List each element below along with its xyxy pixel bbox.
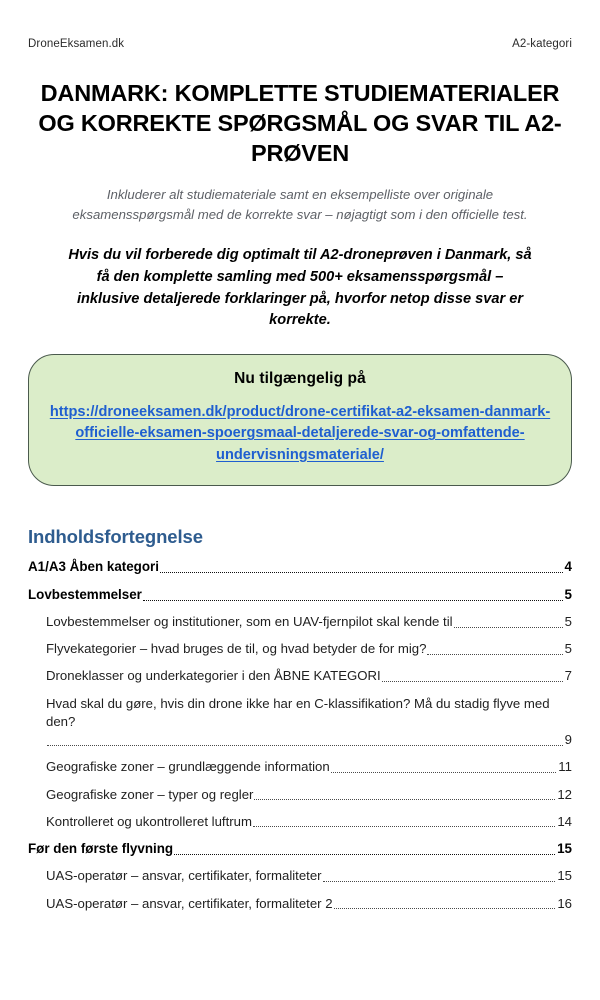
page-title: DANMARK: KOMPLETTE STUDIEMATERIALER OG KORREKTE SPØRGSMÅL OG SVAR TIL A2-PRØVEN <box>38 80 562 167</box>
toc-heading: Indholdsfortegnelse <box>28 525 203 547</box>
toc-page-number: 11 <box>558 759 572 775</box>
document-subtitle: Inkluderer alt studiemateriale samt en eksempelliste over originale eksamensspørgsmål med de korrekte svar – nøjagtigt som i den officielle test. <box>72 187 528 223</box>
toc-entry[interactable] <box>28 754 572 781</box>
toc-page-number: 16 <box>557 895 572 911</box>
running-header <box>28 0 572 50</box>
toc-entry-label: Flyvekategorier – hvad bruges de til, og hvad betyder de for mig? <box>46 641 427 657</box>
toc-entry-label: Lovbestemmelser og institutioner, som en UAV-fjernpilot skal kende til <box>46 614 453 630</box>
table-of-contents <box>28 526 572 918</box>
header-site-name: DroneEksamen.dk <box>28 38 125 50</box>
toc-page-number: 5 <box>564 641 572 657</box>
toc-entry-label: UAS-operatør – ansvar, certifikater, formaliteter 2 <box>46 895 333 911</box>
toc-entry-label: UAS-operatør – ansvar, certifikater, formaliteter <box>46 868 322 884</box>
toc-dot-leader <box>427 653 562 655</box>
toc-page-number: 5 <box>564 614 572 630</box>
promotional-paragraph: Hvis du vil forberede dig optimalt til A2-droneprøven i Danmark, så få den komplette samling med 500+ eksamensspørgsmål – inklusive detaljerede forklaringer på, hvorfor netop disse svar er korrekte. <box>68 247 532 329</box>
toc-entry[interactable] <box>28 609 572 636</box>
header-category-name: A2-kategori <box>512 38 572 50</box>
product-url-link[interactable]: https://droneeksamen.dk/product/drone-certifikat-a2-eksamen-danmark-officielle-eksamen-spoergsmaal-detaljerede-svar-og-omfattende-undervisningsmateriale/ <box>49 403 551 463</box>
toc-dot-leader <box>454 626 563 628</box>
toc-page-number: 4 <box>564 559 572 575</box>
toc-entry[interactable] <box>28 636 572 663</box>
toc-page-number: 15 <box>557 868 572 884</box>
toc-dot-leader <box>382 680 563 682</box>
toc-entry-leader-row <box>46 731 572 749</box>
toc-entry-label: A1/A3 Åben kategori <box>28 559 159 575</box>
toc-entry[interactable] <box>28 863 572 890</box>
availability-callout-box <box>28 354 572 486</box>
toc-entry-label: Geografiske zoner – grundlæggende information <box>46 759 330 775</box>
callout-title: Nu tilgængelig på <box>234 369 366 387</box>
toc-dot-leader <box>47 744 563 746</box>
toc-entry-label: Droneklasser og underkategorier i den ÅBNE KATEGORI <box>46 668 381 684</box>
toc-dot-leader <box>253 825 555 827</box>
toc-entry[interactable] <box>28 663 572 690</box>
toc-entry[interactable] <box>28 690 572 754</box>
toc-page-number: 15 <box>557 840 572 856</box>
toc-entry-list <box>28 554 572 918</box>
toc-entry-label: Geografiske zoner – typer og regler <box>46 786 254 802</box>
toc-entry[interactable] <box>28 890 572 917</box>
toc-entry-label: Lovbestemmelser <box>28 586 142 602</box>
toc-entry-label: Før den første flyvning <box>28 840 174 856</box>
toc-dot-leader <box>174 853 555 855</box>
toc-entry[interactable] <box>28 581 572 609</box>
toc-page-number: 12 <box>557 786 572 802</box>
toc-page-number: 5 <box>564 586 572 602</box>
toc-dot-leader <box>331 771 557 773</box>
toc-entry[interactable] <box>28 781 572 808</box>
toc-entry[interactable] <box>28 554 572 582</box>
toc-entry-label: Kontrolleret og ukontrolleret luftrum <box>46 813 252 829</box>
toc-page-number: 14 <box>557 813 572 829</box>
toc-page-number: 9 <box>564 732 572 748</box>
toc-entry[interactable] <box>28 808 572 835</box>
toc-entry-label: Hvad skal du gøre, hvis din drone ikke har en C-klassifikation? Må du stadig flyve med den? <box>46 695 550 729</box>
toc-page-number: 7 <box>564 668 572 684</box>
toc-dot-leader <box>143 599 563 601</box>
toc-entry[interactable] <box>28 835 572 863</box>
toc-dot-leader <box>323 880 556 882</box>
toc-dot-leader <box>160 571 563 573</box>
toc-dot-leader <box>334 907 556 909</box>
toc-dot-leader <box>254 798 555 800</box>
